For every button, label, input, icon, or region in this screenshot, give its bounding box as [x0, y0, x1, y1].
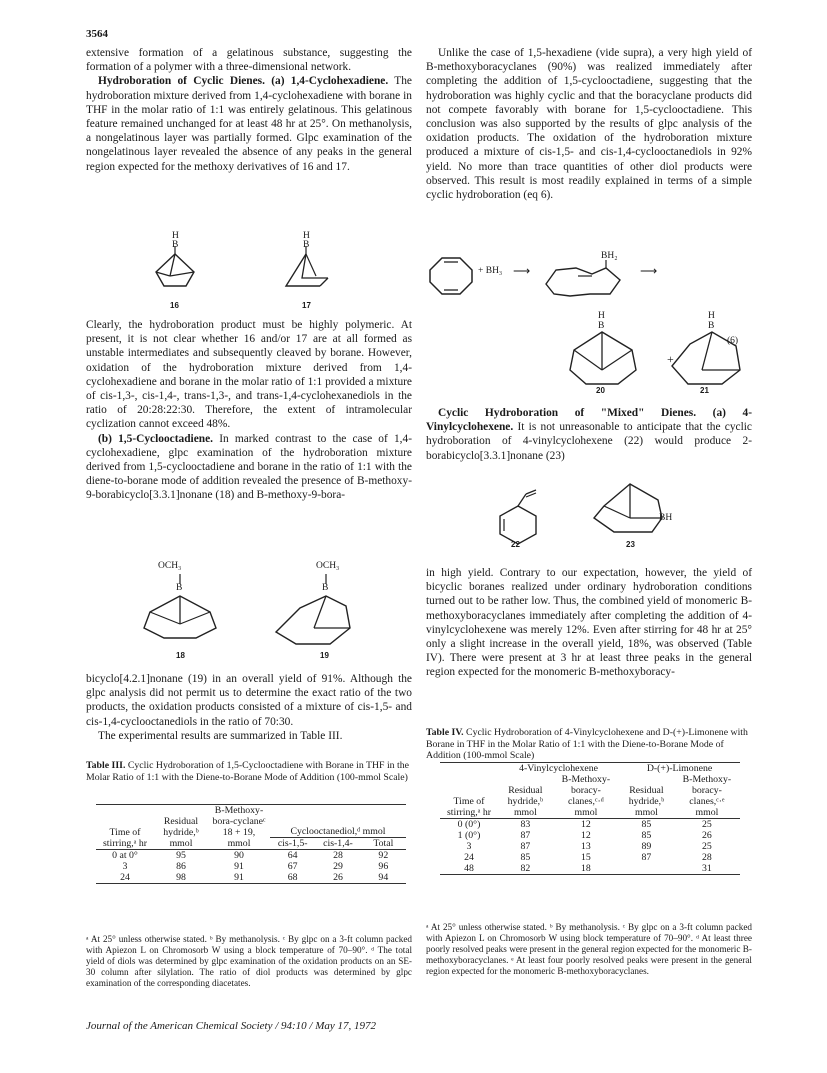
table-cell: 86	[176, 861, 186, 872]
table3-header-bmethoxy: B-Methoxy-bora-cyclaneᶜ 18 + 19, mmol	[212, 805, 266, 849]
table-cell: 0 at 0°	[112, 850, 138, 861]
table-cell: 28	[333, 850, 343, 861]
atom-bh: BH	[659, 513, 673, 523]
table3-header-total: Total	[373, 838, 394, 849]
journal-footer: Journal of the American Chemical Society / 94:10 / May 17, 1972	[86, 1020, 377, 1032]
table-cell: 91	[234, 872, 244, 883]
paragraph: Unlike the case of 1,5-hexadiene (vide supra), a very high yield of B-methoxyboracyclanes (90%) was realized immediately after completing the addition of 1,5-cyclooctadiene, suggesting that the hydroboration was highly cyclic and that the boracyclane products did not compete favorably with borane for 1,5-cyclooctadiene. This conclusion was also supported by the results of glpc analysis of the oxidation products. The oxidation of the hydroboration mixture produced a mixture of cis-1,5- and cis-1,4-cyclooctanediols in 92% yield. No more than trace quantities of other diol products were observed. This result is most readily explained in terms of a simple cyclic hydroboration (eq 6).	[426, 47, 752, 202]
section-heading: Hydroboration of Cyclic Dienes. (a) 1,4-Cyclohexadiene.	[98, 75, 389, 88]
table-row	[96, 861, 406, 872]
table3-header-hydride: Residual hydride,ᵇ mmol	[163, 816, 199, 849]
table4	[440, 762, 740, 875]
section-heading: (b) 1,5-Cyclooctadiene.	[98, 432, 213, 445]
compound-label-19: 19	[320, 651, 329, 660]
table3-header-time: Time of stirring,ᵃ hr	[102, 827, 148, 849]
paragraph: in high yield. Contrary to our expectation, however, the yield of bicyclic boranes realized under ordinary hydroboration conditions turned out to be rather low. Thus, the combined yield of monomeric B-methoxyboracyclanes immediately after completing the addition of 4-vinylcyclohexene was merely 12%. Even after stirring for 48 hr at 25° only a slight increase in the overall yield, 18%, was observed (Table IV). There were present at 3 hr at least three peaks in the general region expected for the monomeric B-methoxyboracy-	[426, 567, 752, 679]
left-column-mid	[86, 318, 412, 503]
table-cell: 12	[581, 819, 591, 830]
table-cell: 85	[641, 819, 652, 830]
compound-label-21: 21	[700, 386, 709, 395]
structure-21	[666, 330, 756, 390]
table-cell: 85	[641, 830, 652, 841]
table-cell: 85	[520, 852, 531, 863]
right-column-lower	[426, 566, 752, 680]
table-cell	[619, 863, 674, 875]
atom-h: H	[303, 231, 310, 241]
table4-header-time: Time of stirring,ᵃ hr	[446, 796, 492, 818]
paragraph: The experimental results are summarized in Table III.	[98, 729, 343, 742]
atom-bh2: BH₂	[601, 251, 618, 261]
table-cell: 87	[641, 852, 652, 863]
atom-och3: OCH₃	[316, 561, 340, 571]
table-row	[96, 872, 406, 884]
left-column-top	[86, 46, 412, 174]
table-cell: 95	[176, 850, 186, 861]
atom-b: B	[708, 321, 715, 331]
table-cell: 15	[581, 852, 591, 863]
table-cell: 28	[702, 852, 712, 863]
table3-footnote: ᵃ At 25° unless otherwise stated. ᵇ By methanolysis. ᶜ By glpc on a 3-ft column packed with Apiezon L on Chromosorb W using a block temperature of 70–90°. ᵈ The total yield of diols was determined by glpc examination of the oxidation products on an SE-30 column after silylation. The ratio of diol products was determined by glpc examination of the corresponding diacetates.	[86, 934, 412, 988]
compound-label-22: 22	[511, 540, 520, 549]
left-column-lower	[86, 672, 412, 743]
table-cell: 25	[702, 819, 712, 830]
table4-caption-text: Cyclic Hydroboration of 4-Vinylcyclohexene and D-(+)-Limonene with Borane in THF in the Molar Ratio of 1:1 with the Diene-to-Borane Mode of Addition (100-mmol Scale)	[426, 727, 748, 762]
table4-header-vinylcyclohexene: 4-Vinylcyclohexene	[519, 763, 598, 774]
table-cell: 26	[333, 872, 343, 883]
table-cell: 3	[122, 861, 128, 872]
table4-caption-label: Table IV.	[426, 727, 464, 738]
table4-header-bmethoxy-1: B-Methoxy-boracy-clanes,ᶜ·ᵈ mmol	[561, 774, 611, 818]
table4-header-limonene: D-(+)-Limonene	[646, 763, 713, 774]
table-cell: 67	[287, 861, 298, 872]
table-cell: 24	[120, 872, 130, 883]
reaction-arrow: ⟶	[640, 264, 658, 278]
table4-header-hydride-2: Residual hydride,ᵇ mmol	[628, 785, 665, 818]
paragraph	[426, 406, 752, 463]
table-cell: 94	[378, 872, 389, 883]
table-cell: 68	[287, 872, 298, 883]
cyclooctadiene-structure	[426, 254, 476, 298]
table-row	[96, 850, 406, 862]
structure-23	[590, 480, 690, 542]
table-cell: 90	[234, 850, 244, 861]
atom-b: B	[176, 583, 183, 593]
table-cell: 89	[641, 841, 652, 852]
table4-header-hydride-1: Residual hydride,ᵇ mmol	[507, 785, 544, 818]
table-cell: 26	[702, 830, 712, 841]
atom-b: B	[322, 583, 329, 593]
table4-header-bmethoxy-2: B-Methoxy-boracy-clanes,ᶜ·ᵉ mmol	[682, 774, 732, 818]
table3-caption-text: Cyclic Hydroboration of 1,5-Cyclooctadiene with Borane in THF in the Molar Ratio of 1:1 with the Diene-to-Borane Mode of Addition (100-mmol Scale)	[86, 760, 409, 783]
structure-20	[560, 330, 650, 390]
table-cell: 18	[581, 863, 591, 874]
table-cell: 48	[464, 863, 474, 874]
table-cell: 98	[176, 872, 186, 883]
structure-18	[130, 572, 230, 652]
reaction-arrow: ⟶	[513, 264, 531, 278]
plus-sign: +	[667, 352, 674, 366]
table-cell: 0 (0°)	[457, 819, 481, 830]
table-cell: 87	[520, 841, 531, 852]
atom-b: B	[598, 321, 605, 331]
table3-header-cis14: cis-1,4-	[323, 838, 353, 849]
table3-caption-label: Table III.	[86, 760, 126, 771]
page-number: 3564	[86, 28, 108, 40]
table-cell: 91	[234, 861, 244, 872]
atom-h: H	[172, 231, 179, 241]
paragraph-text: In marked contrast to the case of 1,4-cyclohexadiene, glpc examination of the hydroboration mixture derived from 1,5-cyclooctadiene and borane in the ratio of 1:1 with the diene-to-borane mode of addition revealed the presence of B-methoxy-9-borabicyclo[3.3.1]nonane (18) and B-methoxy-9-bora-	[86, 432, 413, 502]
atom-h: H	[708, 311, 715, 321]
table-cell: 92	[378, 850, 389, 861]
paragraph	[86, 74, 412, 173]
table-row	[440, 863, 740, 875]
compound-label-18: 18	[176, 651, 185, 660]
paragraph: Clearly, the hydroboration product must be highly polymeric. At present, it is not clear whether 16 and/or 17 are at all formed as unstable intermediates and subsequently cleaved by borane. However, oxidation of the hydroboration mixture derived from 1,4-cyclohexadiene and borane in the molar ratio of 1:1 provided a mixture of cis-1,3-, cis-1,4-, trans-1,3-, and trans-1,4-cyclohexanediols in the ratio of 20:28:22:30. Therefore, the extent of intramolecular cyclization cannot exceed 48%.	[86, 319, 412, 431]
paragraph: extensive formation of a gelatinous substance, suggesting the formation of a polymer with a three-dimensional network.	[86, 47, 412, 74]
table-cell: 83	[520, 819, 531, 830]
table3-header-cis15: cis-1,5-	[277, 838, 308, 849]
right-column-mid	[426, 406, 752, 463]
intermediate-structure	[540, 254, 630, 302]
compound-label-17: 17	[302, 301, 311, 310]
section-heading: Cyclic Hydroboration of "Mixed" Dienes. (a) 4-Vinylcyclohexene.	[426, 407, 752, 434]
compound-label-16: 16	[170, 301, 179, 310]
atom-h: H	[598, 311, 605, 321]
table3-caption	[86, 760, 412, 783]
table-cell: 3	[466, 841, 472, 852]
compound-label-23: 23	[626, 540, 635, 549]
table-row	[440, 852, 740, 863]
table-row	[440, 830, 740, 841]
paragraph-text: It is not unreasonable to anticipate that the cyclic hydroboration of 4-vinylcyclohexene (22) would produce 2-borabicyclo[3.3.1]nonane (23)	[426, 421, 752, 462]
table-cell: 64	[287, 850, 298, 861]
paragraph	[86, 432, 412, 503]
table4-caption	[426, 727, 752, 762]
table-cell: 31	[702, 863, 712, 874]
table-cell: 87	[520, 830, 531, 841]
atom-och3: OCH₃	[158, 561, 182, 571]
table-cell: 25	[702, 841, 712, 852]
table3-header-diol: Cyclooctanediol,ᵈ mmol	[270, 826, 406, 838]
paragraph-text: The hydroboration mixture derived from 1,4-cyclohexadiene with borane in THF in the molar ratio of 1:1 was entirely gelatinous. This gelatinous feature remained unchanged for at least 48 hr at 25°. On methanolysis, a nongelatinous layer was partially formed. Glpc examination of the nongelatinous layer revealed the absence of any peaks in the general region expected for the methoxy derivatives of 16 and 17.	[86, 75, 412, 173]
atom-b: B	[303, 240, 310, 250]
table-row	[440, 819, 740, 831]
table-cell: 24	[464, 852, 474, 863]
reagent-bh3: + BH₃	[478, 266, 503, 276]
table4-footnote: ᵃ At 25° unless otherwise stated. ᵇ By methanolysis. ᶜ By glpc on a 3-ft column packed with Apiezon L on Chromosorb W using block temperature of 70–90°. ᵈ At least three poorly resolved peaks were present in the general region expected for the monomeric B-methoxyboracyclanes. ᵉ At least four poorly resolved peaks were present in the general region expected for the monomeric B-methoxyboracyclanes.	[426, 922, 752, 976]
table3-header-diol-group	[270, 805, 406, 850]
table-row	[440, 841, 740, 852]
equation-number: (6)	[727, 336, 739, 346]
table-cell: 29	[333, 861, 343, 872]
structure-19	[266, 572, 366, 652]
table3	[96, 804, 406, 884]
table-cell: 82	[520, 863, 531, 874]
paragraph: bicyclo[4.2.1]nonane (19) in an overall yield of 91%. Although the glpc analysis did not permit us to determine the exact ratio of the two products, the oxidation products consisted of a mixture of cis-1,5- and cis-1,4-cyclooctanediols in the ratio of 70:30.	[86, 673, 412, 728]
compound-label-20: 20	[596, 386, 605, 395]
atom-b: B	[172, 240, 179, 250]
table-cell: 12	[581, 830, 591, 841]
table-cell: 13	[581, 841, 591, 852]
table-cell: 1 (0°)	[457, 830, 481, 841]
table-cell: 96	[378, 861, 389, 872]
right-column-top	[426, 46, 752, 202]
